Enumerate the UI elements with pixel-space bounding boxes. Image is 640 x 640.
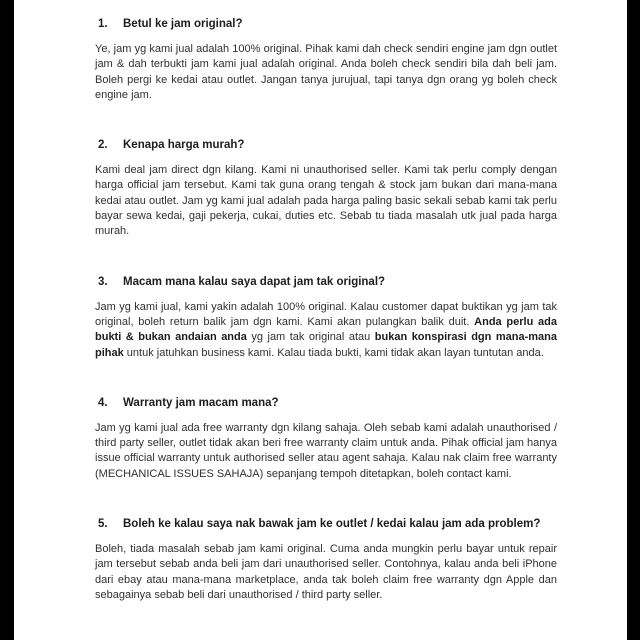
faq-answer-text: Jam yg kami jual, kami yakin adalah 100% original. Kalau customer dapat buktikan yg jam tak original, boleh return balik jam dgn kami. Kami akan pulangkan balik duit. — [95, 300, 557, 328]
faq-question-title: Warranty jam macam mana? — [123, 396, 279, 409]
faq-section — [95, 396, 557, 482]
faq-answer-bold-text: Anda perlu ada bukti & bukan andaian anda — [95, 315, 557, 344]
faq-answer-text: Jam yg kami jual ada free warranty dgn kilang sahaja. Oleh sebab kami adalah unauthorised / third party seller, outlet tidak akan beri free warranty claim untuk anda. Pihak official jam hanya issue official warranty untuk authorised seller atau agent sahaja. Kalau nak claim free warranty (MECHANICAL ISSUES SAHAJA) sepanjang tempoh ditetapkan, boleh contact kami. — [95, 421, 557, 480]
faq-question-title: Kenapa harga murah? — [123, 139, 245, 152]
faq-answer-text: untuk jatuhkan business kami. Kalau tiada bukti, kami tidak akan layan tuntutan anda. — [123, 346, 544, 359]
faq-question-title: Macam mana kalau saya dapat jam tak original? — [123, 275, 386, 288]
faq-answer — [95, 542, 557, 603]
faq-section — [95, 138, 557, 239]
faq-answer — [95, 300, 557, 361]
faq-question — [95, 517, 557, 532]
faq-question-number: 1. — [98, 18, 108, 30]
faq-section — [95, 17, 557, 103]
faq-list — [95, 17, 557, 603]
faq-answer-text: Boleh, tiada masalah sebab jam kami original. Cuma anda mungkin perlu bayar untuk repair jam tersebut sebab anda beli jam dari unauthorised seller. Contohnya, kalau anda beli iPhone dari ebay atau mana-mana marketplace, anda tak boleh claim free warranty dgn Apple dan sebagainya sebab beli dari unauthorised / third party seller. — [95, 543, 557, 601]
faq-question — [95, 138, 557, 153]
faq-question-title: Betul ke jam original? — [123, 18, 243, 30]
faq-question-number: 2. — [98, 139, 108, 152]
faq-answer-text: Ye, jam yg kami jual adalah 100% original. Pihak kami dah check sendiri engine jam dgn outlet jam & dah terbukti jam kami jual adalah original. Anda boleh check sendiri bila dah beli jam. Boleh pergi ke kedai atau outlet. Jangan tanya jurujual, tapi tanya dgn orang yg boleh check engine jam. — [95, 43, 557, 101]
black-sidebar-left — [0, 0, 14, 640]
faq-question-number: 4. — [98, 396, 108, 409]
faq-question — [95, 275, 557, 290]
faq-section — [95, 517, 557, 603]
faq-answer — [95, 421, 557, 482]
faq-answer — [95, 42, 557, 103]
faq-section — [95, 275, 557, 361]
faq-question-number: 5. — [98, 518, 108, 531]
faq-question-number: 3. — [98, 275, 108, 288]
faq-question-title: Boleh ke kalau saya nak bawak jam ke outlet / kedai kalau jam ada problem? — [123, 518, 541, 531]
faq-answer-text: Kami deal jam direct dgn kilang. Kami ni unauthorised seller. Kami tak perlu comply dengan harga official jam tersebut. Kami tak guna orang tengah & stock jam bukan dari mana-mana kedai atau outlet. Jam yg kami jual adalah pada harga paling basic sekali sebab kami tak perlu bayar sewa kedai, gaji pekerja, cukai, duties etc. Sebab tu tiada masalah utk jual pada harga murah. — [95, 164, 557, 238]
black-sidebar-right — [627, 0, 640, 640]
faq-question — [95, 17, 557, 32]
document-page — [95, 17, 557, 603]
faq-question — [95, 396, 557, 411]
faq-answer-text: yg jam tak original atau — [246, 331, 375, 344]
faq-answer — [95, 163, 557, 239]
faq-answer-bold-text: bukan konspirasi dgn mana-mana pihak — [95, 331, 558, 359]
